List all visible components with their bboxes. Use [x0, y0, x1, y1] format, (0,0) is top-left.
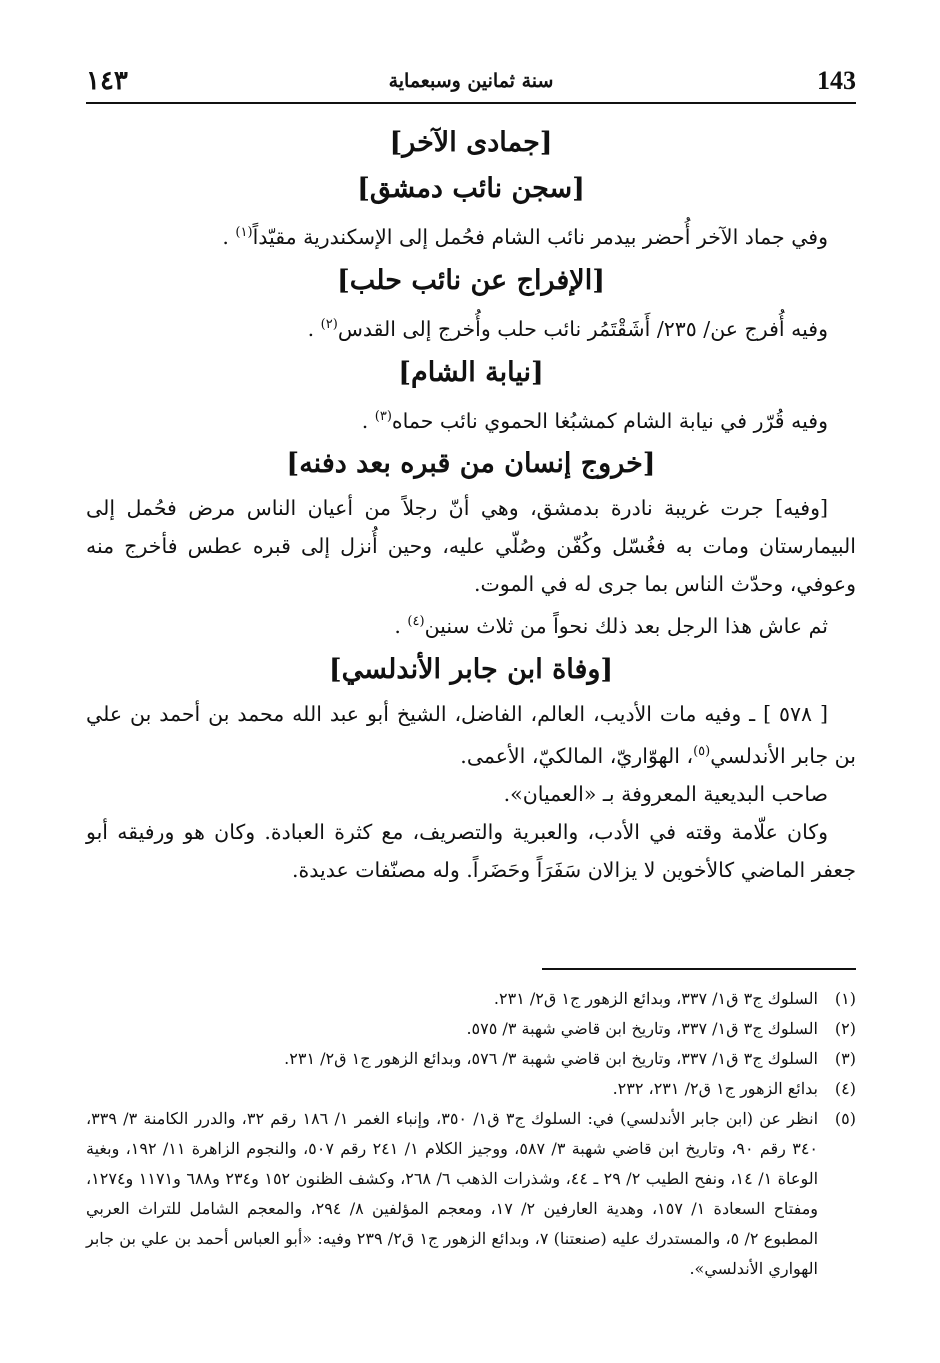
footnote-number: (٥): [834, 1109, 856, 1128]
page-number-arabic: ١٤٣: [86, 66, 128, 96]
footnote-number: (٣): [834, 1049, 856, 1068]
main-text: [86, 118, 856, 889]
footnote: [86, 984, 856, 1014]
footnote-ref[interactable]: (٤): [407, 614, 425, 630]
footnote-ref[interactable]: (٢): [320, 316, 338, 332]
footnote: [86, 1044, 856, 1074]
footnote-divider: [542, 968, 856, 970]
page-header: [86, 62, 856, 104]
running-title: سنة ثمانين وسبعماية: [388, 70, 554, 92]
section-heading: [وفاة ابن جابر الأندلسي]: [328, 654, 614, 686]
paragraph: وفيه قُرّر في نيابة الشام كمشبُغا الحموي نائب حماه$^{(٣)}$ .: [361, 408, 828, 433]
paragraph: [ ٥٧٨ ] ـ وفيه مات الأديب، العالم، الفاضل، الشيخ أبو عبد الله محمد بن أحمد بن علي بن جابر الأندلسي$^{(٥)}$، الهوّاريّ، المالكيّ، الأعمى.: [86, 702, 856, 769]
section-heading: [الإفراج عن نائب حلب]: [337, 264, 605, 296]
section-heading: [نيابة الشام]: [398, 356, 544, 388]
footnote-text: السلوك ج٣ ق١/ ٣٣٧، وبدائع الزهور ج١ ق٢/ ٢٣١.: [493, 989, 818, 1008]
footnote-text: السلوك ج٣ ق١/ ٣٣٧، وتاريخ ابن قاضي شهبة ٣/ ٥٧٥.: [466, 1019, 818, 1038]
footnote-ref[interactable]: (٣): [374, 408, 392, 424]
footnote-number: (١): [834, 989, 856, 1008]
footnote: [86, 1014, 856, 1044]
paragraph: صاحب البديعية المعروفة بـ «العميان».: [503, 782, 828, 807]
paragraph: ثم عاش هذا الرجل بعد ذلك نحواً من ثلاث سنين$^{(٤)}$ .: [394, 614, 828, 639]
paragraph: وكان علّامة وقته في الأدب، والعبرية والتصريف، مع كثرة العبادة. وكان هو ورفيقه أبو جعفر الماضي كالأخوين لا يزالان سَفَرَاً وحَضَراً. وله مصنّفات عديدة.: [86, 820, 856, 883]
footnote: [86, 1074, 856, 1104]
footnote-number: (٤): [834, 1079, 856, 1098]
paragraph: وفي جماد الآخر أُحضر بيدمر نائب الشام فحُمل إلى الإسكندرية مقيّداً$^{(١)}$ .: [222, 224, 828, 249]
footnote-text: انظر عن (ابن جابر الأندلسي) في: السلوك ج٣ ق١/ ٣٥٠، وإنباء الغمر ١/ ١٨٦ رقم ٣٢، والدرر الكامنة ٣/ ٣٣٩، ٣٤٠ رقم ٩٠، وتاريخ ابن قاضي شهبة ٣/ ٥٨٧، ووجيز الكلام ١/ ٢٤١ رقم ٥٠٧، والنجوم الزاهرة ١١/ ١٩٢، وبغية الوعاة ١/ ١٤، ونفح الطيب ٢/ ٢٩ ـ ٤٤، وشذرات الذهب ٦/ ٢٦٨، وكشف الظنون ١٥٢ و٢٣٤ و٦٨٨ و١١٧١ و١٢٧٤، ومفتاح السعادة ١/ ١٥٧، وهدية العارفين ٢/ ١٧، ومعجم المؤلفين ٨/ ٢٩٤، والمعجم الشامل للتراث العربي المطبوع ٢/ ٥، والمستدرك عليه (صنعتنا) ٧، وبدائع الزهور ج١ ق٢/ ٢٣٩ وفيه: «أبو العباس أحمد بن علي بن جابر الهواري الأندلسي».: [86, 1109, 819, 1278]
footnote-ref[interactable]: (٥): [693, 744, 711, 760]
section-heading: [سجن نائب دمشق]: [357, 173, 585, 204]
footnote-ref[interactable]: (١): [235, 225, 253, 240]
footnotes: [86, 984, 856, 1284]
footnote-text: السلوك ج٣ ق١/ ٣٣٧، وتاريخ ابن قاضي شهبة ٣/ ٥٧٦، وبدائع الزهور ج١ ق٢/ ٢٣١.: [284, 1049, 818, 1068]
paragraph: [وفيه] جرت غريبة نادرة بدمشق، وهي أنّ رجلاً من أعيان الناس مرض فحُمل إلى البيمارستان ومات به فغُسّل وكُفّن وصُلّي عليه، وحين أُنزل إلى قبره عطس فأخرج منه وعوفي، وحدّث الناس بما جرى له في الموت.: [86, 496, 856, 597]
section-heading: [جمادى الآخر]: [389, 127, 553, 158]
footnote-number: (٢): [834, 1019, 856, 1038]
page-number-latin: 143: [817, 66, 856, 95]
footnote-text: بدائع الزهور ج١ ق٢/ ٢٣١، ٢٣٢.: [612, 1079, 818, 1098]
paragraph: وفيه أُفرج عن/ ٢٣٥/ أَشَقْتَمُر نائب حلب وأُخرج إلى القدس$^{(٢)}$ .: [307, 316, 828, 341]
section-heading: [خروج إنسان من قبره بعد دفنه]: [286, 448, 656, 480]
footnote: [86, 1104, 856, 1284]
